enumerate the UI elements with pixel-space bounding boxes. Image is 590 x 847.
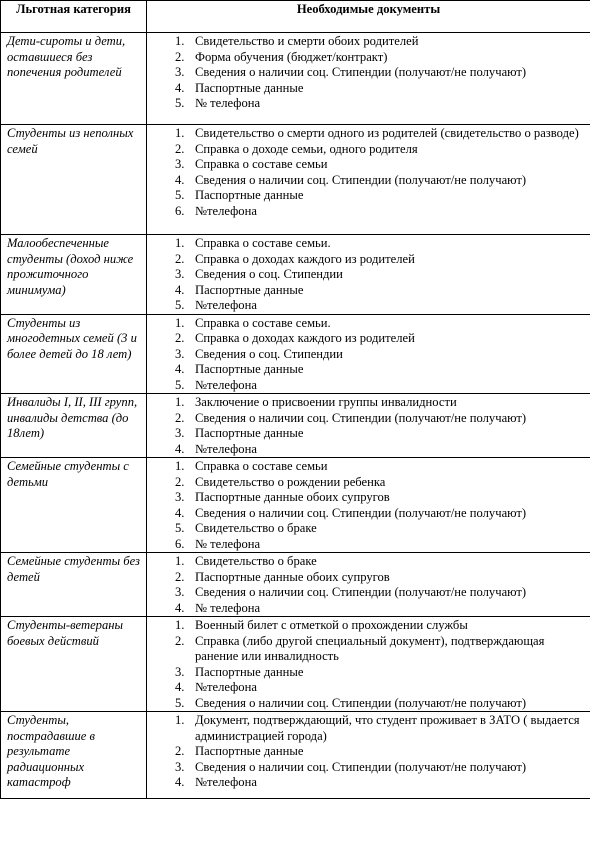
document-list: [147, 34, 586, 112]
item-number: 2.: [175, 141, 185, 156]
category-cell: Семейные студенты с детьми: [1, 458, 147, 553]
item-number: 5.: [175, 695, 185, 710]
table-row: [1, 125, 590, 235]
document-item: [147, 50, 586, 66]
document-text: Сведения о наличии соц. Стипендии (получают/не получают): [195, 172, 527, 187]
document-text: Свидетельство о браке: [195, 521, 317, 535]
item-number: 5.: [175, 521, 185, 535]
document-text: Паспортные данные: [195, 282, 304, 297]
document-text: №телефона: [195, 377, 257, 392]
item-number: 3.: [175, 585, 185, 599]
table-row: [1, 458, 590, 553]
document-item: [147, 696, 586, 712]
item-number: 2.: [175, 569, 185, 584]
document-item: [147, 173, 586, 189]
category-cell: Малообеспеченные студенты (доход ниже прожиточного минимума): [1, 235, 147, 315]
table-row: [1, 553, 590, 617]
document-list: [147, 618, 586, 711]
category-cell: Студенты, пострадавшие в результате радиационных катастроф: [1, 712, 147, 799]
item-number: 1.: [175, 459, 185, 473]
header-category: Льготная категория: [1, 1, 147, 33]
item-number: 3.: [175, 267, 185, 281]
document-text: №телефона: [195, 203, 257, 218]
document-list: [147, 126, 586, 219]
document-item: [147, 316, 586, 332]
documents-cell: [147, 458, 590, 553]
document-text: Паспортные данные: [195, 664, 304, 679]
document-text: Справка (либо другой специальный документ), подтверждающая ранение или инвалидность: [195, 633, 545, 663]
item-number: 5.: [175, 298, 185, 312]
category-cell: Студенты из многодетных семей (3 и более детей до 18 лет): [1, 314, 147, 394]
item-number: 4.: [175, 362, 185, 376]
table-row: [1, 314, 590, 394]
document-item: [147, 362, 586, 378]
document-item: [147, 680, 586, 696]
document-item: [147, 490, 586, 506]
item-number: 2.: [175, 474, 185, 489]
documents-cell: [147, 33, 590, 125]
item-number: 3.: [175, 426, 185, 440]
item-number: 1.: [175, 236, 185, 250]
document-item: [147, 601, 586, 617]
document-list: [147, 713, 586, 791]
document-text: Справка о доходах каждого из родителей: [195, 331, 415, 345]
document-item: [147, 236, 586, 252]
document-text: Паспортные данные обоих супругов: [195, 490, 390, 504]
document-item: [147, 585, 586, 601]
document-list: [147, 554, 586, 616]
item-number: 1.: [175, 554, 185, 568]
table-row: [1, 617, 590, 712]
table-row: [1, 235, 590, 315]
documents-cell: [147, 553, 590, 617]
document-text: Сведения о наличии соц. Стипендии (получают/не получают): [195, 585, 527, 599]
item-number: 3.: [175, 664, 185, 679]
document-item: [147, 378, 586, 394]
item-number: 3.: [175, 65, 185, 79]
item-number: 2.: [175, 410, 185, 425]
item-number: 3.: [175, 490, 185, 504]
item-number: 3.: [175, 157, 185, 171]
item-number: 2.: [175, 251, 185, 266]
document-item: [147, 537, 586, 553]
item-number: 4.: [175, 172, 185, 187]
item-number: 2.: [175, 633, 185, 648]
item-number: 5.: [175, 96, 185, 110]
document-item: [147, 459, 586, 475]
document-text: Свидетельство о смерти одного из родителей (свидетельство о разводе): [195, 126, 579, 140]
document-item: [147, 442, 586, 458]
item-number: 1.: [175, 34, 185, 48]
document-list: [147, 459, 586, 552]
document-text: № телефона: [195, 600, 261, 615]
document-text: Справка о составе семьи: [195, 157, 328, 171]
document-item: [147, 713, 586, 744]
document-list: [147, 236, 586, 314]
document-item: [147, 760, 586, 776]
category-cell: Семейные студенты без детей: [1, 553, 147, 617]
item-number: 4.: [175, 680, 185, 694]
document-text: Справка о составе семьи.: [195, 315, 331, 330]
document-item: [147, 65, 586, 81]
document-text: Форма обучения (бюджет/контракт): [195, 49, 388, 64]
document-item: [147, 298, 586, 314]
document-text: Паспортные данные: [195, 188, 304, 202]
header-row: [1, 1, 590, 33]
category-cell: Дети-сироты и дети, оставшиеся без попечения родителей: [1, 33, 147, 125]
document-item: [147, 665, 586, 681]
document-item: [147, 188, 586, 204]
document-text: Справка о доходах каждого из родителей: [195, 251, 415, 266]
document-item: [147, 395, 586, 411]
item-number: 3.: [175, 346, 185, 361]
document-item: [147, 81, 586, 97]
table-row: [1, 712, 590, 799]
document-list: [147, 316, 586, 394]
document-text: Свидетельство о рождении ребенка: [195, 474, 386, 489]
item-number: 1.: [175, 315, 185, 330]
document-item: [147, 475, 586, 491]
document-text: Паспортные данные: [195, 744, 304, 758]
item-number: 4.: [175, 775, 185, 789]
document-text: Паспортные данные: [195, 362, 304, 376]
item-number: 4.: [175, 80, 185, 95]
documents-cell: [147, 314, 590, 394]
document-text: № телефона: [195, 96, 261, 110]
document-text: №телефона: [195, 441, 257, 456]
document-text: Сведения о наличии соц. Стипендии (получают/не получают): [195, 695, 527, 710]
document-text: Справка о доходе семьи, одного родителя: [195, 141, 418, 156]
documents-cell: [147, 125, 590, 235]
document-item: [147, 554, 586, 570]
document-text: №телефона: [195, 680, 257, 694]
table-row: [1, 394, 590, 458]
document-item: [147, 157, 586, 173]
document-item: [147, 618, 586, 634]
document-text: Сведения о соц. Стипендии: [195, 267, 343, 281]
item-number: 6.: [175, 203, 185, 218]
document-item: [147, 331, 586, 347]
document-text: Свидетельство о браке: [195, 554, 317, 568]
item-number: 4.: [175, 600, 185, 615]
document-text: №телефона: [195, 775, 257, 789]
document-item: [147, 283, 586, 299]
documents-cell: [147, 235, 590, 315]
document-text: Паспортные данные: [195, 80, 304, 95]
document-list: [147, 395, 586, 457]
item-number: 2.: [175, 331, 185, 345]
item-number: 1.: [175, 713, 185, 727]
item-number: 4.: [175, 505, 185, 520]
document-text: Заключение о присвоении группы инвалидности: [195, 395, 457, 409]
document-text: № телефона: [195, 536, 261, 551]
documents-cell: [147, 394, 590, 458]
document-text: Паспортные данные: [195, 426, 304, 440]
item-number: 1.: [175, 618, 185, 632]
documents-cell: [147, 712, 590, 799]
document-text: Военный билет с отметкой о прохождении службы: [195, 618, 468, 632]
documents-cell: [147, 617, 590, 712]
document-item: [147, 126, 586, 142]
table-body: [1, 33, 590, 799]
category-cell: Студенты из неполных семей: [1, 125, 147, 235]
item-number: 5.: [175, 377, 185, 392]
document-text: Справка о составе семьи.: [195, 236, 331, 250]
document-text: №телефона: [195, 298, 257, 312]
category-cell: Инвалиды I, II, III групп, инвалиды детства (до 18лет): [1, 394, 147, 458]
document-item: [147, 411, 586, 427]
document-text: Паспортные данные обоих супругов: [195, 569, 390, 584]
document-text: Сведения о соц. Стипендии: [195, 346, 343, 361]
table-row: [1, 33, 590, 125]
item-number: 4.: [175, 282, 185, 297]
document-text: Справка о составе семьи: [195, 459, 328, 473]
item-number: 3.: [175, 759, 185, 774]
document-item: [147, 775, 586, 791]
document-item: [147, 744, 586, 760]
document-text: Сведения о наличии соц. Стипендии (получают/не получают): [195, 505, 527, 520]
document-item: [147, 347, 586, 363]
document-text: Сведения о наличии соц. Стипендии (получают/не получают): [195, 759, 527, 774]
document-item: [147, 570, 586, 586]
item-number: 1.: [175, 126, 185, 140]
item-number: 2.: [175, 49, 185, 64]
item-number: 5.: [175, 188, 185, 202]
header-documents: Необходимые документы: [147, 1, 590, 33]
document-text: Свидетельство и смерти обоих родителей: [195, 34, 419, 48]
document-item: [147, 142, 586, 158]
document-item: [147, 34, 586, 50]
document-item: [147, 96, 586, 112]
document-item: [147, 521, 586, 537]
document-text: Сведения о наличии соц. Стипендии (получают/не получают): [195, 65, 527, 79]
item-number: 1.: [175, 395, 185, 409]
category-cell: Студенты-ветераны боевых действий: [1, 617, 147, 712]
document-item: [147, 634, 586, 665]
item-number: 6.: [175, 536, 185, 551]
item-number: 4.: [175, 441, 185, 456]
document-item: [147, 204, 586, 220]
document-item: [147, 426, 586, 442]
document-text: Документ, подтверждающий, что студент проживает в ЗАТО ( выдается администрацией города): [195, 713, 580, 743]
document-text: Сведения о наличии соц. Стипендии (получают/не получают): [195, 410, 527, 425]
document-item: [147, 252, 586, 268]
document-item: [147, 267, 586, 283]
document-item: [147, 506, 586, 522]
item-number: 2.: [175, 744, 185, 758]
